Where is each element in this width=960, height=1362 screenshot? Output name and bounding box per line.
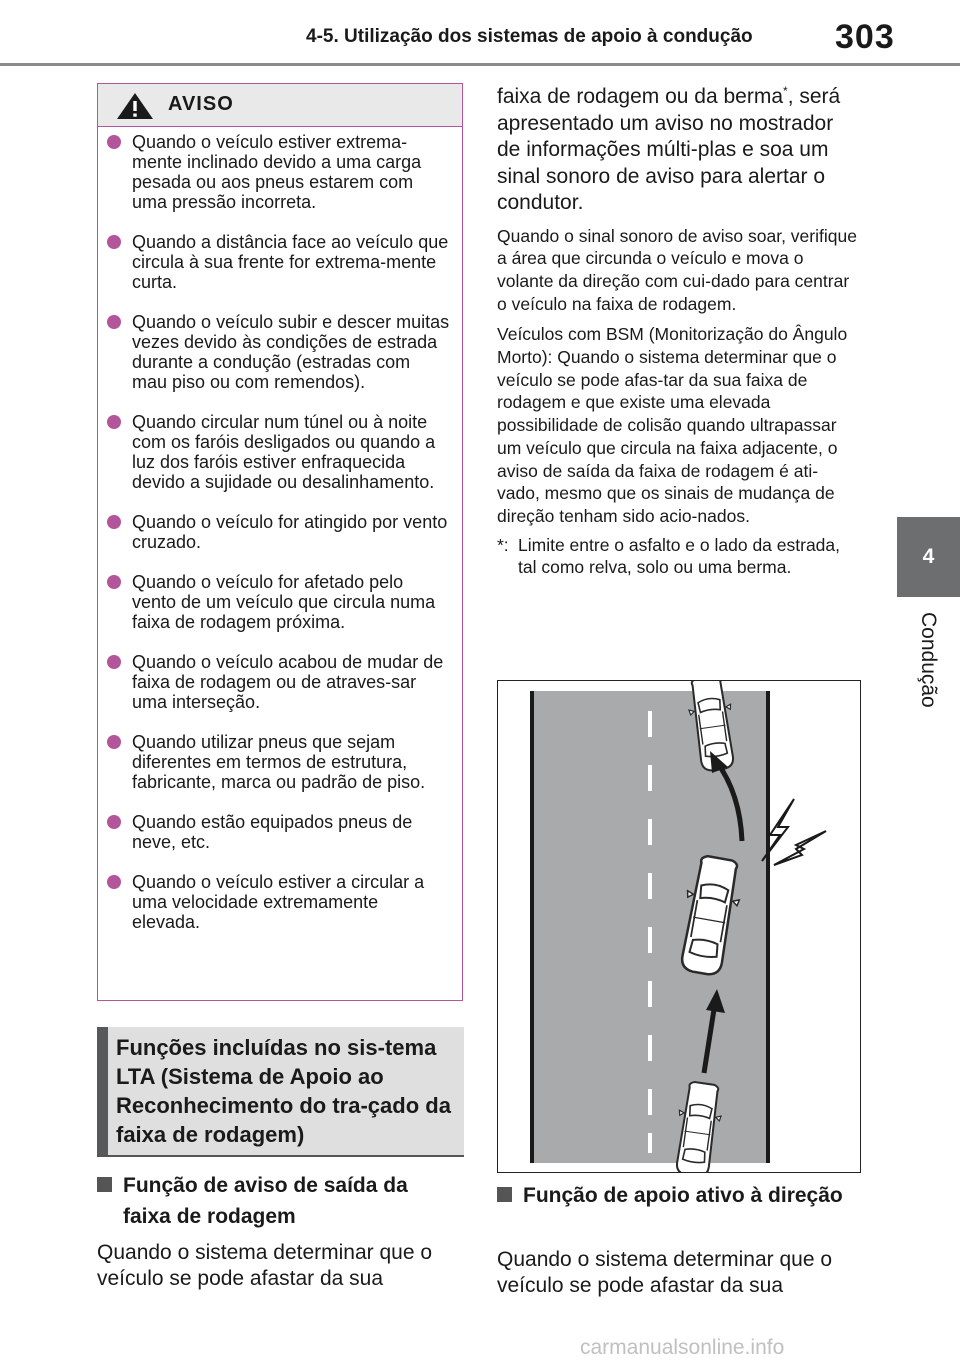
lane-departure-illustration [497,680,861,1173]
page-number: 303 [835,18,895,56]
watermark: carmanualsonline.info [580,1336,785,1359]
lane-departure-heading-text: Função de aviso de saída da faixa de rodagem [123,1174,408,1228]
square-bullet-icon [97,1177,112,1192]
warning-item-text: Quando o veículo estiver extrema-mente inclinado devido a uma carga pesada ou aos pneus estarem com uma pressão incorreta. [132,132,422,212]
warning-spark-icon [762,799,826,865]
continued-text-a: faixa de rodagem ou da berma [497,85,784,108]
warning-item-text: Quando o veículo for atingido por vento cruzado. [132,512,448,552]
warning-item [98,412,462,492]
lane-departure-subheading [97,1170,457,1232]
steering-assist-intro: Quando o sistema determinar que o veículo se pode afastar da sua [497,1248,833,1297]
warning-item [98,232,462,292]
lane-departure-paragraph-3: Veículos com BSM (Monitorização do Ângulo Morto): Quando o sistema determinar que o veículo se pode afas-tar da sua faixa de rodagem e que existe uma elevada possibilidade de colisão quando ultrapassar um veículo que circula na faixa adjacente, o aviso de saída da faixa de rodagem é ati-vado, mesmo que os sinais de mudança de direção tenham sido acio-nados. [497,324,848,526]
warning-item [98,652,462,712]
bullet-icon [107,135,121,149]
warning-item-text: Quando o veículo for afetado pelo vento de um veículo que circula numa faixa de rodagem próxima. [132,572,436,632]
warning-item-text: Quando a distância face ao veículo que circula à sua frente for extrema-mente curta. [132,232,449,292]
lane-departure-continued [497,78,859,579]
section-heading: Funções incluídas no sis-tema LTA (Sistema de Apoio ao Reconhecimento do tra-çado da faixa de rodagem) [116,1035,451,1147]
bullet-icon [107,515,121,529]
warning-item [98,512,462,552]
footnote [497,534,859,579]
lane-departure-intro: Quando o sistema determinar que o veículo se pode afastar da sua [97,1241,433,1290]
warning-box [97,83,463,1001]
steering-assist-heading-text: Função de apoio ativo à direção [523,1184,843,1207]
chapter-side-label: Condução [917,612,940,708]
warning-item-text: Quando utilizar pneus que sejam diferentes em termos de estrutura, fabricante, marca ou padrão de piso. [132,732,426,792]
footnote-symbol: *: [497,534,509,555]
warning-item-text: Quando o veículo estiver a circular a uma velocidade extremamente elevada. [132,872,425,932]
bullet-icon [107,575,121,589]
continued-text-b: , será apresentado um aviso no mostrador de informações múlti-plas e soa um sinal sonoro de aviso para alertar o condutor. [497,85,841,214]
warning-header [98,84,462,127]
bullet-icon [107,735,121,749]
section-heading-bar [97,1027,108,1155]
header-divider [0,63,960,66]
warning-item [98,812,462,852]
footnote-text: Limite entre o asfalto e o lado da estrada, tal como relva, solo ou uma berma. [518,534,841,578]
warning-item [98,572,462,632]
chapter-title: 4-5. Utilização dos sistemas de apoio à condução [306,26,753,47]
warning-item-text: Quando estão equipados pneus de neve, etc. [132,812,413,852]
warning-title: AVISO [168,93,234,115]
warning-item [98,312,462,392]
warning-item [98,132,462,212]
chapter-tab-number: 4 [922,545,935,568]
warning-item-text: Quando o veículo subir e descer muitas vezes devido às condições de estrada durante a condução (estradas com mau piso ou com remendos). [132,312,450,392]
chapter-side-label-wrap [912,612,942,752]
lane-departure-paragraph-2: Quando o sinal sonoro de aviso soar, verifique a área que circunda o veículo e mova o volante da direção com cui-dado para centrar o veículo na faixa de rodagem. [497,225,857,314]
warning-item [98,732,462,792]
bullet-icon [107,655,121,669]
warning-item [98,872,462,932]
warning-list [98,132,462,952]
road-diagram [498,681,860,1172]
bullet-icon [107,815,121,829]
warning-triangle-icon [115,91,155,121]
warning-item-text: Quando circular num túnel ou à noite com os faróis desligados ou quando a luz dos faróis estiver enfraquecida devido a sujidade ou desalinhamento. [132,412,436,492]
section-heading-box [97,1027,464,1157]
bullet-icon [107,415,121,429]
warning-item-text: Quando o veículo acabou de mudar de faixa de rodagem ou de atraves-sar uma interseção. [132,652,444,712]
lane-departure-continued-paragraph [497,78,859,217]
bullet-icon [107,235,121,249]
steering-assist-subheading [497,1180,857,1211]
bullet-icon [107,875,121,889]
footnote-ref: * [783,84,788,98]
square-bullet-icon [497,1187,512,1202]
bullet-icon [107,315,121,329]
